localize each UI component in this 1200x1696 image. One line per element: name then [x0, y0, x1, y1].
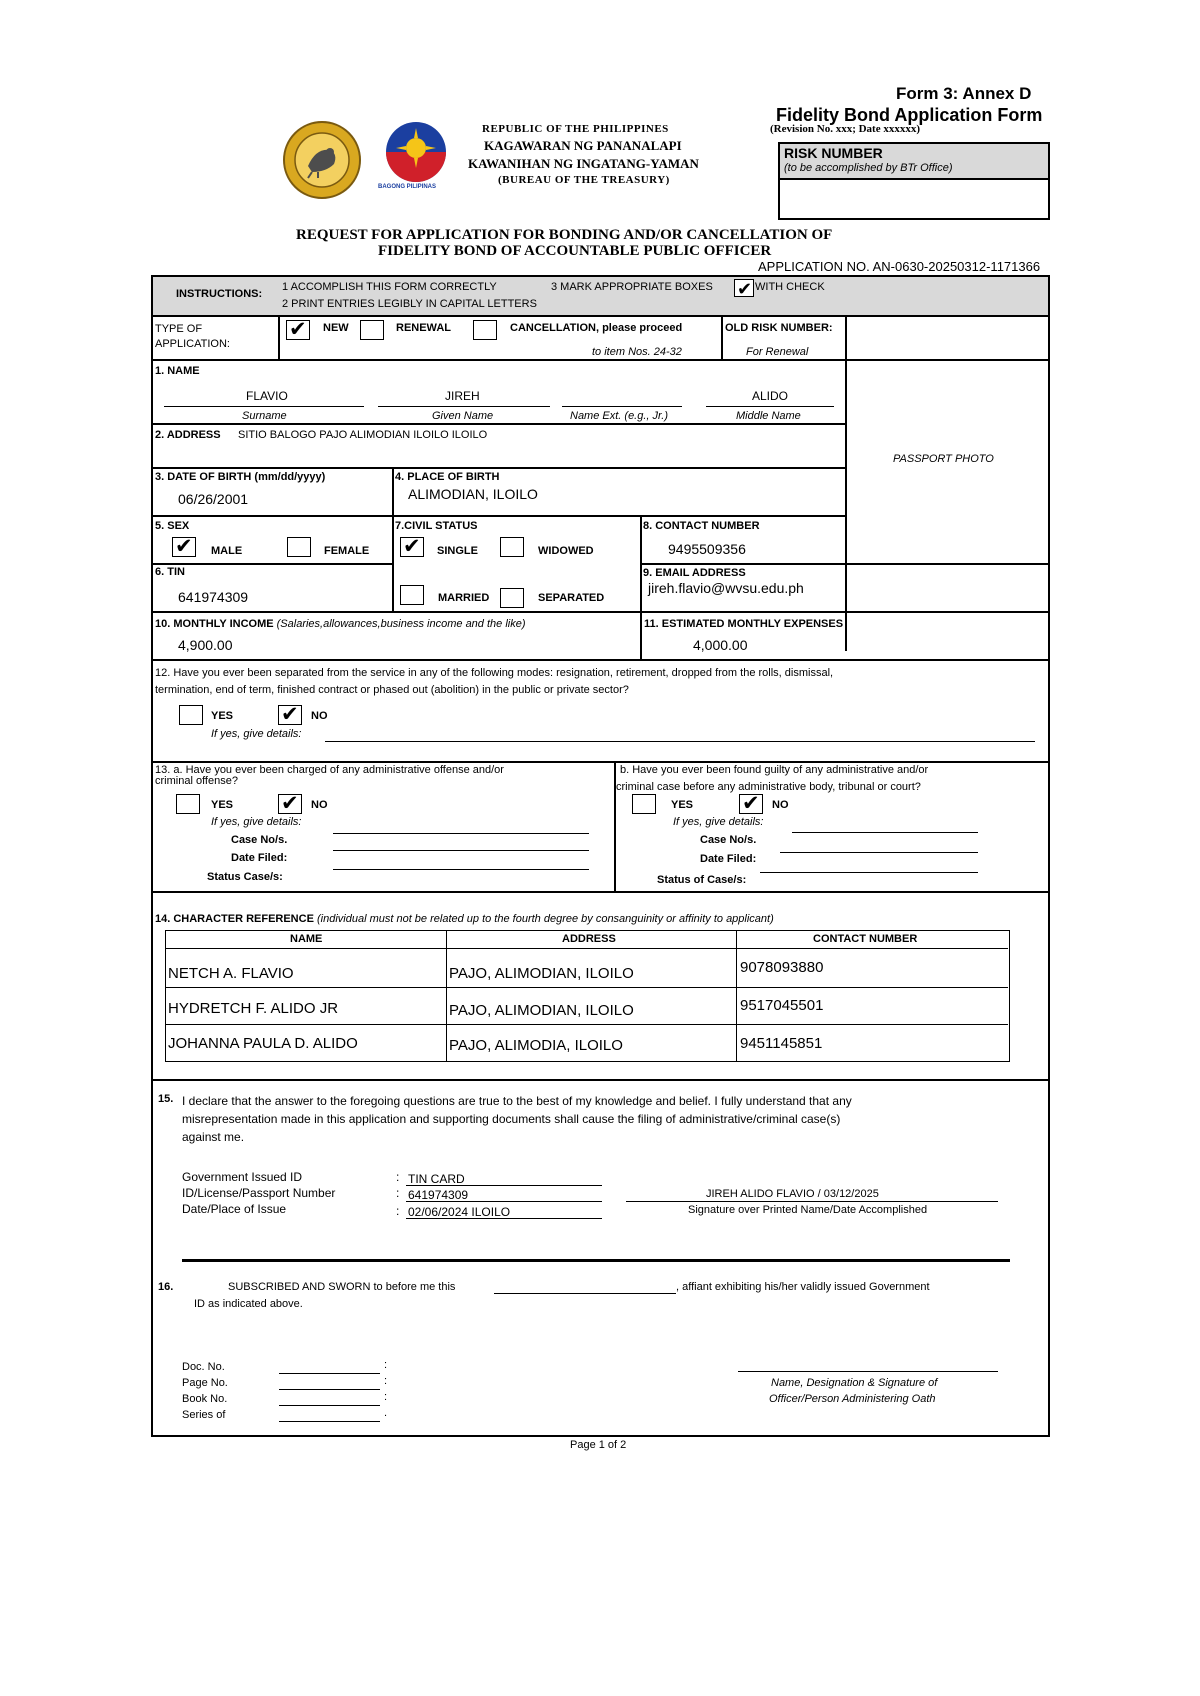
name-label: 1. NAME: [155, 365, 200, 377]
civil-widowed-label: WIDOWED: [538, 545, 594, 557]
civil-separated-checkbox[interactable]: [500, 588, 524, 608]
check-icon: ✔: [742, 792, 760, 815]
old-risk-note: For Renewal: [746, 346, 809, 358]
risk-number-note: (to be accomplished by BTr Office): [784, 162, 953, 174]
sex-label: 5. SEX: [155, 520, 190, 532]
references-note: (individual must not be related up to the fourth degree by consanguinity or affinity to applicant): [316, 913, 774, 925]
q13a-yes-label: YES: [211, 799, 234, 811]
declaration-line3: against me.: [182, 1130, 245, 1144]
references-table: [165, 930, 1010, 1062]
address-label: 2. ADDRESS: [155, 429, 221, 441]
id-number-colon: :: [396, 1186, 400, 1200]
ref-header-name: NAME: [290, 933, 323, 945]
series-label: Series of: [182, 1409, 226, 1421]
q13a-case-label: Case No/s.: [231, 834, 288, 846]
q13b-line1: b. Have you ever been found guilty of any administrative and/or: [620, 764, 929, 776]
ref-row1-address: PAJO, ALIMODIAN, ILOILO: [449, 965, 634, 982]
page-no-label: Page No.: [182, 1377, 228, 1389]
gov-id-colon: :: [396, 1170, 400, 1184]
ref-row1-name: NETCH A. FLAVIO: [168, 965, 294, 982]
q13a-no-label: NO: [311, 799, 328, 811]
q13a-line1: 13. a. Have you ever been charged of any administrative offense and/or: [155, 764, 504, 776]
ref-row1-contact: 9078093880: [740, 959, 824, 976]
middle-name-caption: Middle Name: [736, 410, 801, 422]
oath-number: 16.: [158, 1281, 174, 1293]
q13b-details-label: If yes, give details:: [673, 816, 764, 828]
q13b-no-label: NO: [772, 799, 789, 811]
declaration-line1: I declare that the answer to the foregoing questions are true to the best of my knowledge and belief. I fully understand that any: [182, 1094, 852, 1108]
contact-label: 8. CONTACT NUMBER: [643, 520, 760, 532]
oath-line1a: SUBSCRIBED AND SWORN to before me this: [228, 1281, 456, 1293]
sex-female-label: FEMALE: [324, 545, 370, 557]
income-label: [155, 618, 526, 630]
type-label-1: TYPE OF: [155, 323, 203, 335]
tin-value: 641974309: [178, 589, 249, 605]
doc-no-label: Doc. No.: [182, 1361, 225, 1373]
declaration-number: 15.: [158, 1093, 174, 1105]
id-number-value: 641974309: [408, 1188, 469, 1202]
form-number: Form 3: Annex D: [896, 84, 1032, 103]
tin-label: 6. TIN: [155, 566, 185, 578]
q13b-status-label: Status of Case/s:: [657, 874, 747, 886]
q12-no-label: NO: [311, 710, 328, 722]
bureau-filipino-label: KAWANIHAN NG INGATANG-YAMAN: [468, 156, 699, 171]
id-number-label: ID/License/Passport Number: [182, 1186, 336, 1200]
given-name-caption: Given Name: [432, 410, 494, 422]
type-renewal-checkbox[interactable]: [360, 320, 384, 340]
q12-yes-label: YES: [211, 710, 234, 722]
check-icon: ✔: [289, 318, 307, 341]
income-note: (Salaries,allowances,business income and the like): [276, 618, 526, 630]
check-icon: ✔: [175, 535, 193, 558]
email-label: 9. EMAIL ADDRESS: [643, 567, 746, 579]
q13b-yes-checkbox[interactable]: [632, 794, 656, 814]
q12-details-label: If yes, give details:: [211, 728, 302, 740]
ref-row3-name: JOHANNA PAULA D. ALIDO: [168, 1035, 358, 1052]
instructions-label: INSTRUCTIONS:: [176, 288, 263, 300]
check-icon: ✔: [281, 792, 299, 815]
sex-male-label: MALE: [211, 545, 243, 557]
risk-number-label: RISK NUMBER: [784, 145, 883, 161]
references-label: 14. CHARACTER REFERENCE: [155, 913, 314, 925]
book-no-label: Book No.: [182, 1393, 228, 1405]
type-cancellation-note: to item Nos. 24-32: [592, 346, 682, 358]
ref-row3-contact: 9451145851: [740, 1035, 823, 1052]
main-title-line2: FIDELITY BOND OF ACCOUNTABLE PUBLIC OFFICER: [378, 243, 772, 259]
ref-row2-address: PAJO, ALIMODIAN, ILOILO: [449, 1002, 634, 1019]
risk-number-box: [778, 142, 1050, 220]
civil-single-label: SINGLE: [437, 545, 478, 557]
instruction-1: 1 ACCOMPLISH THIS FORM CORRECTLY: [282, 281, 497, 293]
expenses-value: 4,000.00: [693, 637, 748, 653]
expenses-label: 11. ESTIMATED MONTHLY EXPENSES: [644, 618, 844, 630]
passport-photo-label: PASSPORT PHOTO: [893, 453, 994, 465]
name-ext-caption: Name Ext. (e.g., Jr.): [570, 410, 669, 422]
q12-line1: 12. Have you ever been separated from the service in any of the following modes: resignation, retirement, dropped from the rolls, dismissal,: [155, 667, 834, 679]
surname-caption: Surname: [242, 410, 287, 422]
income-value: 4,900.00: [178, 637, 233, 653]
q13b-date-label: Date Filed:: [700, 853, 757, 865]
seal-caption: BAGONG PILIPINAS: [378, 184, 437, 190]
q13a-yes-checkbox[interactable]: [176, 794, 200, 814]
sex-female-checkbox[interactable]: [287, 537, 311, 557]
signature-caption: Signature over Printed Name/Date Accomplished: [688, 1204, 928, 1216]
page-footer: Page 1 of 2: [570, 1439, 627, 1451]
address-value: SITIO BALOGO PAJO ALIMODIAN ILOILO ILOILO: [238, 429, 488, 441]
q12-yes-checkbox[interactable]: [179, 705, 203, 725]
q13a-line2: criminal offense?: [155, 775, 238, 787]
book-no-colon: :: [384, 1391, 388, 1403]
instruction-3-tail: WITH CHECK: [755, 281, 825, 293]
main-title-line1: REQUEST FOR APPLICATION FOR BONDING AND/OR CANCELLATION OF: [296, 227, 833, 243]
civil-widowed-checkbox[interactable]: [500, 537, 524, 557]
q13a-status-label: Status Case/s:: [207, 871, 283, 883]
ref-row3-address: PAJO, ALIMODIA, ILOILO: [449, 1037, 623, 1054]
sex-male-checkbox[interactable]: [172, 537, 196, 557]
q13a-no-checkbox[interactable]: [278, 794, 302, 814]
bagong-pilipinas-logo-icon: [380, 118, 452, 188]
type-cancellation-label: CANCELLATION, please proceed: [510, 322, 683, 334]
declaration-line2: misrepresentation made in this application and supporting documents shall cause the filing of administrative/criminal case(s): [182, 1112, 841, 1126]
bureau-seal-icon: [282, 120, 362, 200]
civil-married-checkbox[interactable]: [400, 585, 424, 605]
officer-caption-1: Name, Designation & Signature of: [771, 1377, 938, 1389]
ref-header-address: ADDRESS: [562, 933, 616, 945]
gov-id-value: TIN CARD: [408, 1172, 465, 1186]
oath-line2: ID as indicated above.: [194, 1298, 303, 1310]
given-name-value: JIREH: [445, 389, 480, 403]
form-title: Fidelity Bond Application Form: [776, 105, 1043, 125]
issue-colon: :: [396, 1204, 400, 1218]
type-new-label: NEW: [323, 322, 349, 334]
type-cancellation-checkbox[interactable]: [473, 320, 497, 340]
instruction-2: 2 PRINT ENTRIES LEGIBLY IN CAPITAL LETTERS: [282, 298, 537, 310]
check-icon: ✔: [737, 279, 753, 299]
email-value: jireh.flavio@wvsu.edu.ph: [648, 580, 804, 596]
type-new-checkbox[interactable]: [286, 320, 310, 340]
birth-date-label: 3. DATE OF BIRTH (mm/dd/yyyy): [155, 471, 326, 483]
series-colon: .: [384, 1407, 388, 1419]
type-label-2: APPLICATION:: [155, 338, 230, 350]
signature-value: JIREH ALIDO FLAVIO / 03/12/2025: [706, 1188, 879, 1200]
references-label-wrap: [155, 913, 774, 925]
officer-caption-2: Officer/Person Administering Oath: [769, 1393, 936, 1405]
instruction-3: 3 MARK APPROPRIATE BOXES: [551, 281, 713, 293]
q13b-no-checkbox[interactable]: [739, 794, 763, 814]
check-icon: ✔: [281, 703, 299, 726]
page-no-colon: :: [384, 1375, 388, 1387]
old-risk-label: OLD RISK NUMBER:: [725, 322, 833, 334]
q12-line2: termination, end of term, finished contract or phased out (abolition) in the public or private sector?: [155, 684, 629, 696]
republic-label: REPUBLIC OF THE PHILIPPINES: [482, 123, 669, 135]
q13b-yes-label: YES: [671, 799, 694, 811]
issue-label: Date/Place of Issue: [182, 1202, 287, 1216]
issue-value: 02/06/2024 ILOILO: [408, 1205, 511, 1219]
revision-label: (Revision No. xxx; Date xxxxxx): [770, 123, 921, 135]
q13a-details-label: If yes, give details:: [211, 816, 302, 828]
bureau-english-label: (BUREAU OF THE TREASURY): [498, 174, 670, 186]
birth-date-value: 06/26/2001: [178, 491, 249, 507]
surname-value: FLAVIO: [246, 389, 288, 403]
q13b-case-label: Case No/s.: [700, 834, 757, 846]
instruction-example-checkbox: [734, 279, 754, 297]
ref-row2-contact: 9517045501: [740, 997, 824, 1014]
oath-line1b: , affiant exhibiting his/her validly issued Government: [676, 1281, 930, 1293]
department-label: KAGAWARAN NG PANANALAPI: [484, 138, 682, 153]
income-label-text: 10. MONTHLY INCOME: [155, 618, 274, 630]
type-renewal-label: RENEWAL: [396, 322, 451, 334]
check-icon: ✔: [403, 535, 421, 558]
contact-value: 9495509356: [668, 541, 746, 557]
civil-separated-label: SEPARATED: [538, 592, 605, 604]
gov-id-label: Government Issued ID: [182, 1170, 303, 1184]
middle-name-value: ALIDO: [752, 389, 789, 403]
birth-place-label: 4. PLACE OF BIRTH: [395, 471, 500, 483]
application-number: APPLICATION NO. AN-0630-20250312-1171366: [758, 259, 1041, 274]
ref-header-contact: CONTACT NUMBER: [813, 933, 918, 945]
civil-single-checkbox[interactable]: [400, 537, 424, 557]
q12-no-checkbox[interactable]: [278, 705, 302, 725]
civil-married-label: MARRIED: [438, 592, 490, 604]
q13b-line2: criminal case before any administrative body, tribunal or court?: [616, 781, 921, 793]
doc-no-colon: :: [384, 1359, 388, 1371]
birth-place-value: ALIMODIAN, ILOILO: [408, 486, 538, 502]
ref-row2-name: HYDRETCH F. ALIDO JR: [168, 1000, 339, 1017]
q13a-date-label: Date Filed:: [231, 852, 288, 864]
civil-status-label: 7.CIVIL STATUS: [395, 520, 478, 532]
